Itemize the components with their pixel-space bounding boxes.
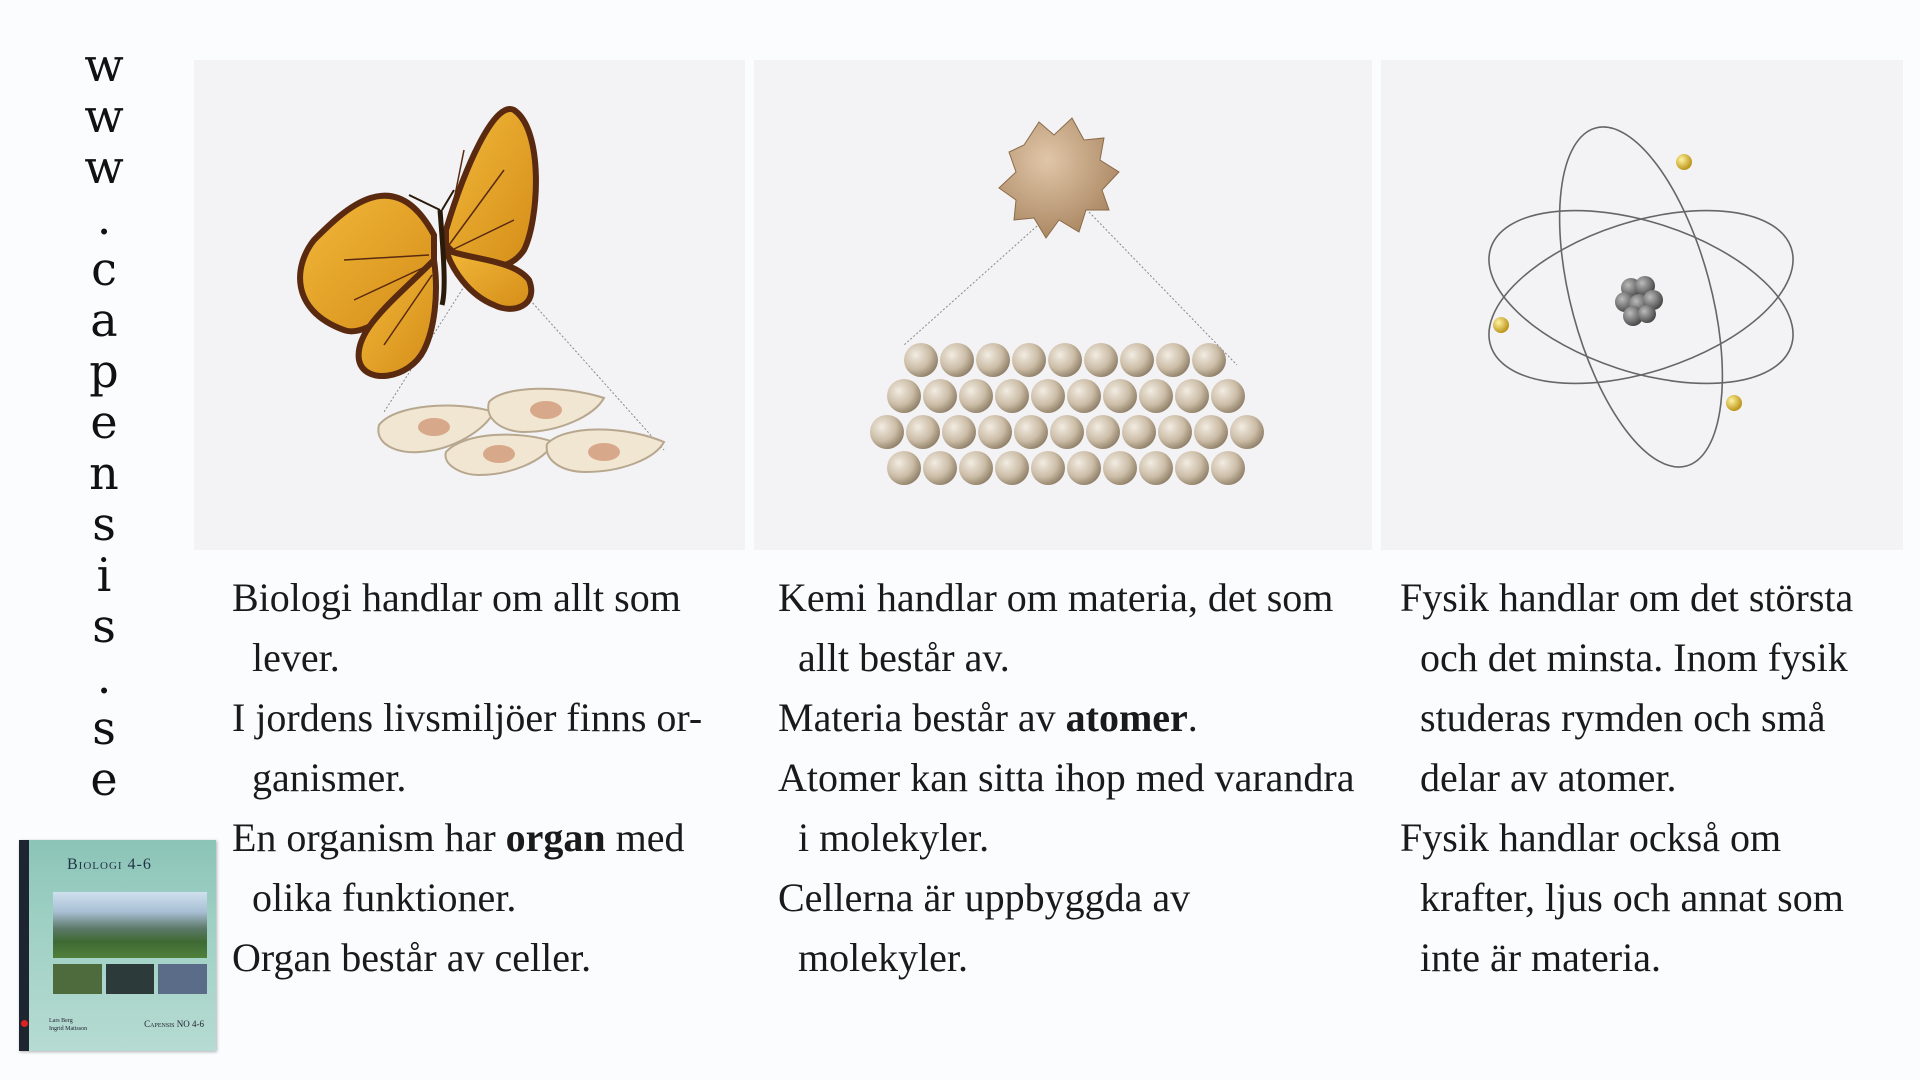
url-char: s [92, 701, 116, 755]
molecule-icon [999, 118, 1119, 238]
text-segment: . [1187, 695, 1198, 740]
book-thumbnails [53, 964, 207, 994]
text-paragraph [232, 688, 752, 808]
text-segment: I jordens livsmiljöer finns or-ganismer. [232, 695, 703, 800]
atom-sphere [995, 451, 1029, 485]
url-char: a [90, 293, 118, 347]
book-landscape-photo [53, 892, 207, 958]
atom-sphere [942, 415, 976, 449]
book-authors: Lars Berg Ingrid Mattsson [49, 1018, 88, 1032]
atom-sphere [904, 343, 938, 377]
atom-sphere [1194, 415, 1228, 449]
text-segment: Kemi handlar om materia, det som allt består av. [778, 575, 1334, 680]
atom-sphere [923, 451, 957, 485]
atom-sphere [906, 415, 940, 449]
atom-sphere [1067, 379, 1101, 413]
text-segment: Atomer kan sitta ihop med varandra i molekyler. [778, 755, 1355, 860]
text-segment: Materia består av [778, 695, 1066, 740]
atom-sphere [923, 379, 957, 413]
bold-term: atomer [1065, 695, 1188, 740]
atom-sphere [1192, 343, 1226, 377]
atom-sphere [1012, 343, 1046, 377]
atom-sphere [1175, 379, 1209, 413]
atom-sphere [1067, 451, 1101, 485]
electron-icon [1726, 395, 1742, 411]
atom-sphere [1103, 379, 1137, 413]
text-paragraph [1400, 568, 1900, 808]
electron-icon [1493, 317, 1509, 333]
book-cover [19, 840, 216, 1051]
atom-sphere [1014, 415, 1048, 449]
website-url-vertical [72, 40, 136, 805]
atom-sphere [959, 379, 993, 413]
text-paragraph [232, 568, 752, 688]
url-char: . [96, 650, 112, 704]
text-segment: Cellerna är uppbyggda av molekyler. [778, 875, 1191, 980]
chemistry-text [778, 568, 1368, 988]
atom-sphere [1031, 451, 1065, 485]
atoms-lattice [870, 343, 1264, 485]
atom-sphere [1156, 343, 1190, 377]
text-paragraph [778, 748, 1368, 868]
text-segment: med olika funktioner. [252, 815, 685, 920]
biology-text [232, 568, 752, 988]
book-series: Capensis NO 4-6 [144, 1019, 204, 1029]
atom-sphere [1211, 379, 1245, 413]
text-paragraph [1400, 808, 1900, 988]
atom-sphere [1031, 379, 1065, 413]
atom-orbit-image [1381, 60, 1903, 550]
text-segment: Fysik handlar också om krafter, ljus och annat som inte är materia. [1400, 815, 1844, 980]
text-segment: Organ består av celler. [232, 935, 592, 980]
chemistry-illustration [754, 60, 1372, 550]
url-char: s [92, 497, 116, 551]
atom-sphere [887, 379, 921, 413]
atom-sphere [940, 343, 974, 377]
url-char: w [84, 140, 124, 194]
molecule-atoms-image [754, 60, 1372, 550]
url-char: w [84, 38, 124, 92]
butterfly-cells-image [194, 60, 745, 550]
atom-sphere [887, 451, 921, 485]
book-spine [19, 840, 29, 1051]
biology-illustration [194, 60, 745, 550]
url-char: w [84, 89, 124, 143]
url-char: s [92, 599, 116, 653]
atom-sphere [870, 415, 904, 449]
physics-illustration [1381, 60, 1903, 550]
text-paragraph [778, 868, 1368, 988]
atom-sphere [1230, 415, 1264, 449]
atom-sphere [959, 451, 993, 485]
bold-term: organ [505, 815, 606, 860]
atom-sphere [976, 343, 1010, 377]
url-char: c [91, 242, 117, 296]
atom-sphere [1139, 379, 1173, 413]
atom-sphere [1158, 415, 1192, 449]
butterfly-icon [300, 109, 536, 376]
text-segment: Biologi handlar om allt som lever. [232, 575, 681, 680]
atom-sphere [1139, 451, 1173, 485]
url-char: . [96, 191, 112, 245]
atom-sphere [1120, 343, 1154, 377]
text-segment: En organism har [232, 815, 506, 860]
text-paragraph [232, 808, 752, 928]
atom-sphere [995, 379, 1029, 413]
url-char: e [90, 752, 118, 806]
text-paragraph [232, 928, 752, 988]
book-title: Biologi 4-6 [67, 856, 152, 873]
nucleus-icon [1615, 276, 1663, 326]
url-char: i [96, 548, 112, 602]
url-char: e [90, 395, 118, 449]
atom-sphere [1103, 451, 1137, 485]
text-paragraph [778, 688, 1368, 748]
atom-sphere [1211, 451, 1245, 485]
atom-sphere [978, 415, 1012, 449]
physics-text [1400, 568, 1900, 988]
atom-sphere [1086, 415, 1120, 449]
text-paragraph [778, 568, 1368, 688]
text-segment: Fysik handlar om det största och det minsta. Inom fysik studeras rymden och små delar av atomer. [1400, 575, 1854, 800]
atom-sphere [1084, 343, 1118, 377]
atom-sphere [1048, 343, 1082, 377]
atom-sphere [1122, 415, 1156, 449]
atom-sphere [1050, 415, 1084, 449]
url-char: p [89, 344, 119, 398]
url-char: n [89, 446, 119, 500]
electron-icon [1676, 154, 1692, 170]
atom-sphere [1175, 451, 1209, 485]
